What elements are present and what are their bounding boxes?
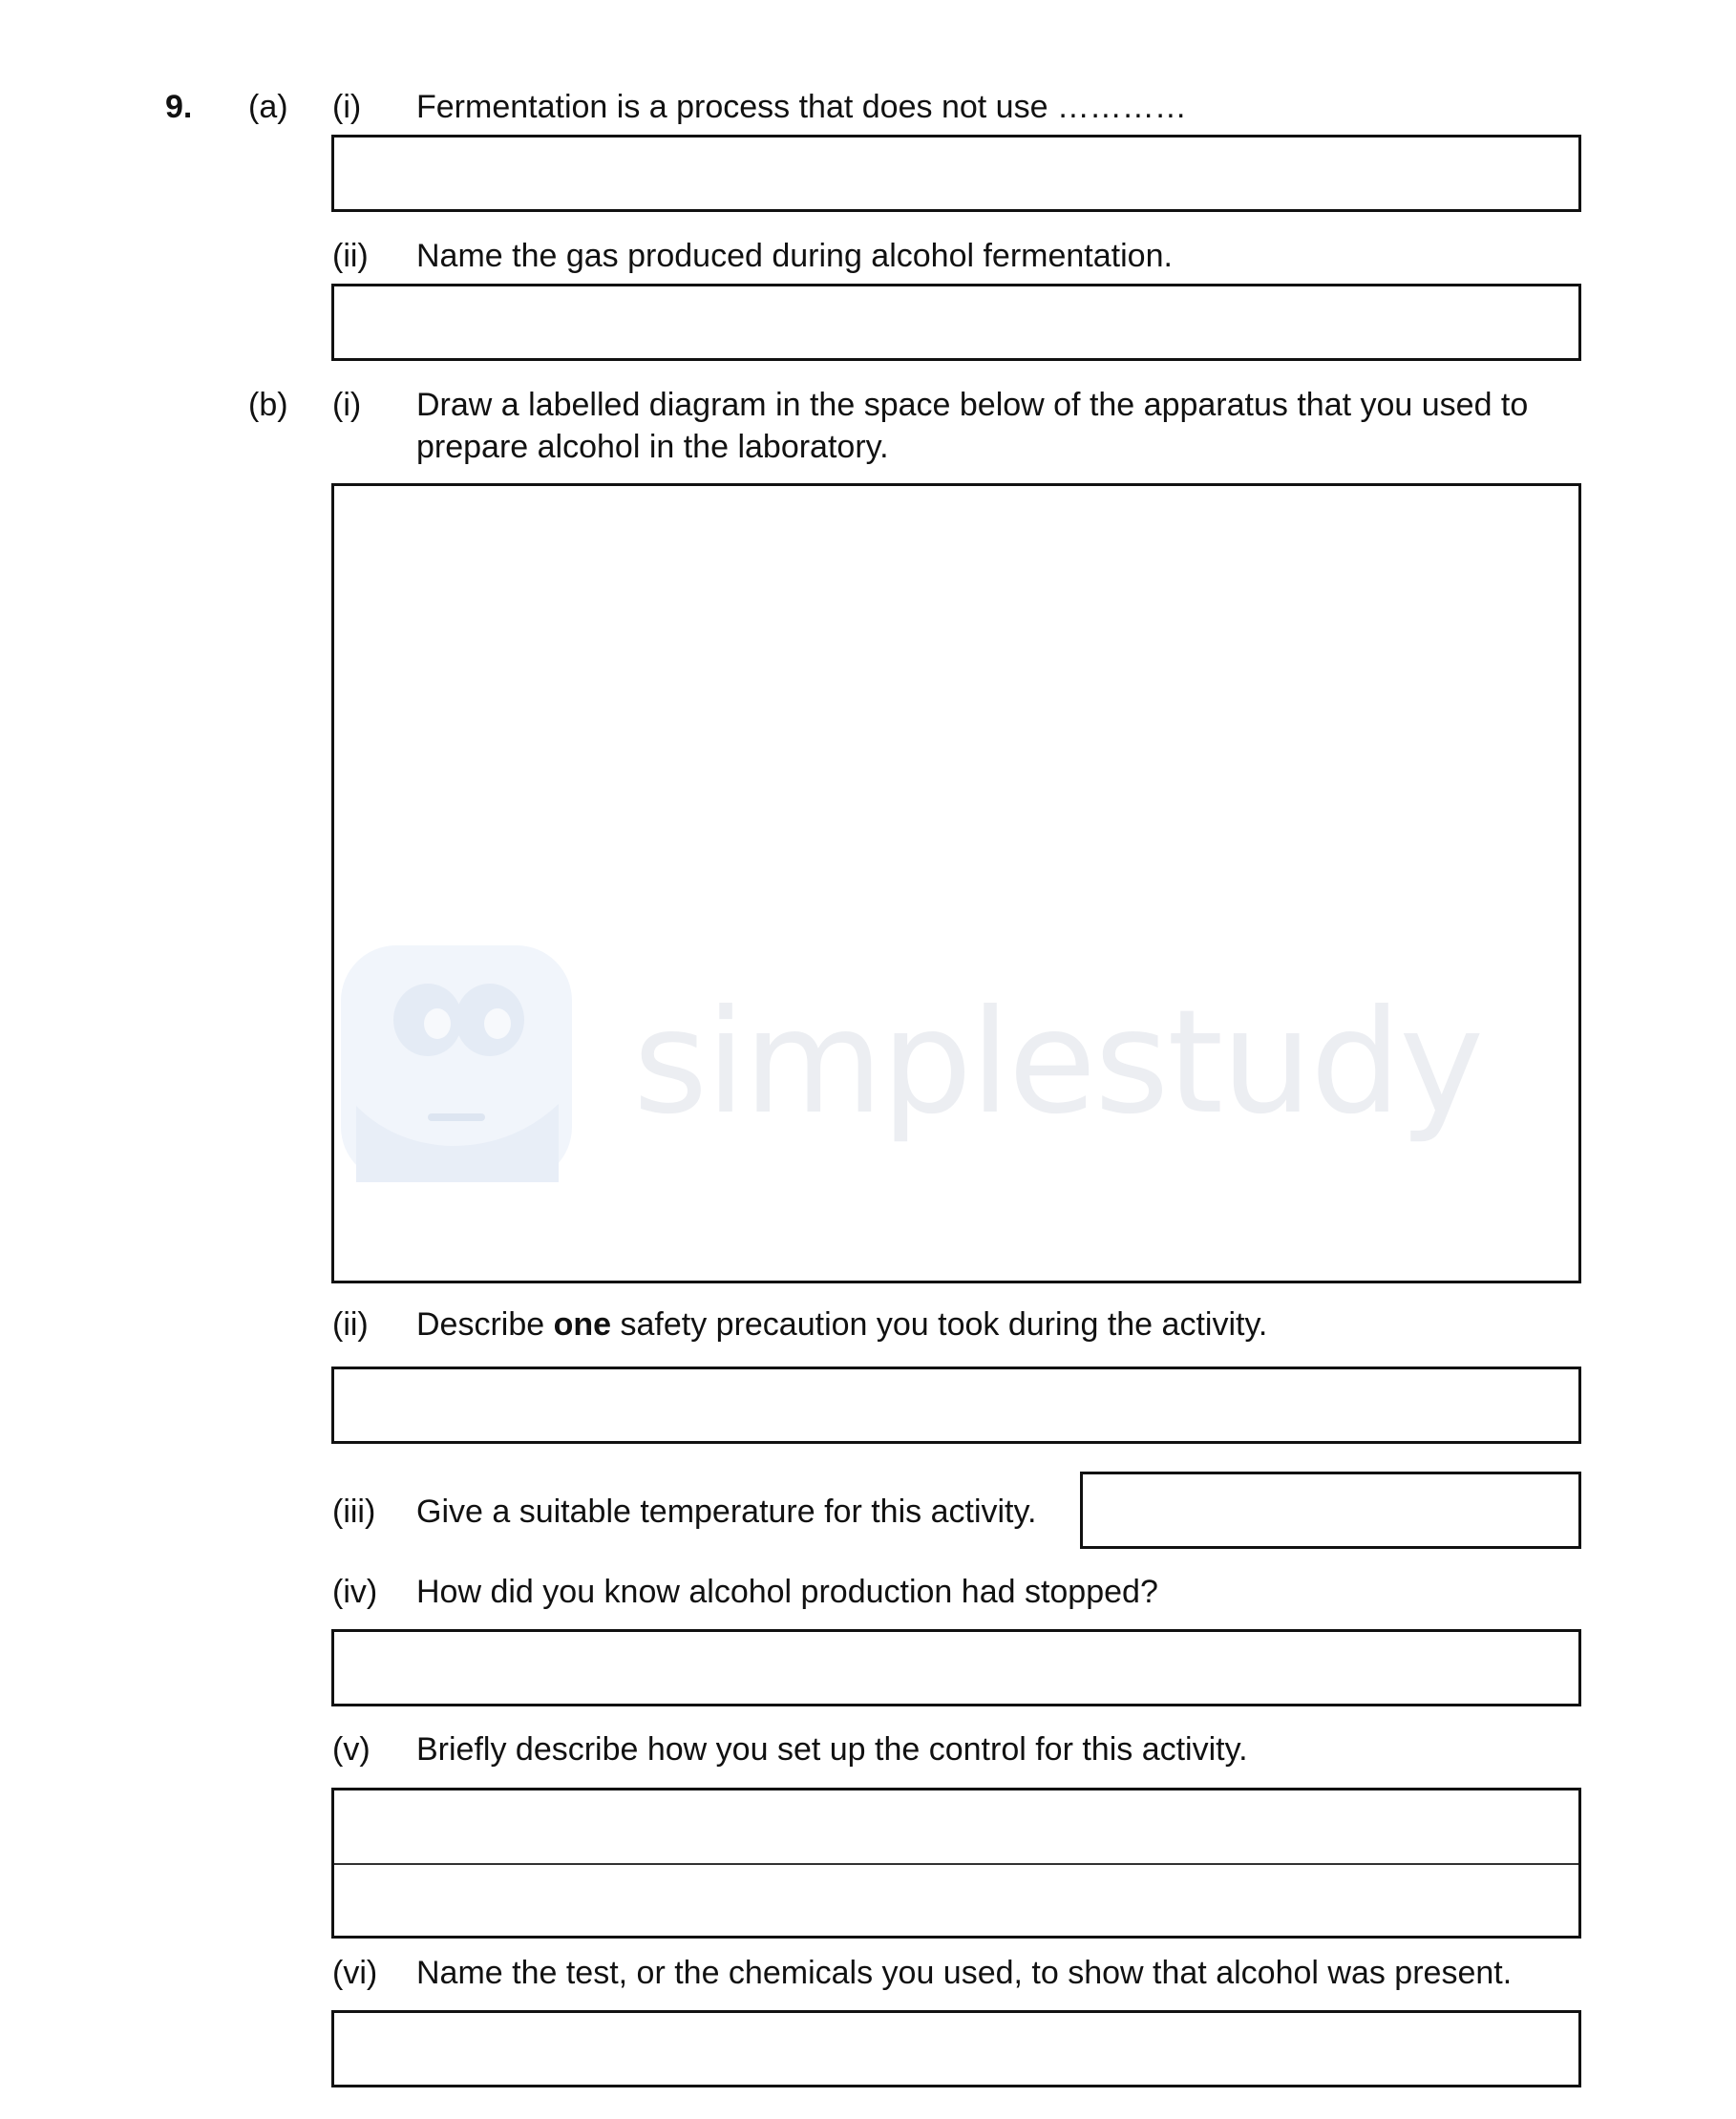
answer-box-b-iii[interactable]	[1080, 1472, 1581, 1549]
question-number: 9.	[165, 89, 193, 125]
answer-line-divider	[334, 1863, 1578, 1865]
part-b-i-question-line1: Draw a labelled diagram in the space below of the apparatus that you used to	[416, 387, 1529, 423]
part-b-v-label: (v)	[332, 1731, 370, 1768]
answer-box-b-iv[interactable]	[331, 1629, 1581, 1706]
part-a-ii-label: (ii)	[332, 238, 369, 274]
part-b-label: (b)	[248, 387, 288, 423]
part-a-i-label: (i)	[332, 89, 362, 125]
part-b-i-label: (i)	[332, 387, 362, 423]
answer-box-b-vi[interactable]	[331, 2010, 1581, 2087]
part-b-iii-question: Give a suitable temperature for this activity.	[416, 1494, 1037, 1530]
part-a-ii-question: Name the gas produced during alcohol fermentation.	[416, 238, 1173, 274]
diagram-drawing-area[interactable]	[331, 483, 1581, 1283]
part-b-iii-label: (iii)	[332, 1494, 376, 1530]
watermark-text: simplestudy	[633, 980, 1483, 1146]
part-b-ii-text-before: Describe	[416, 1306, 554, 1343]
part-b-i-question-line2: prepare alcohol in the laboratory.	[416, 429, 889, 465]
part-b-ii-label: (ii)	[332, 1306, 369, 1343]
part-b-vi-label: (vi)	[332, 1955, 378, 1991]
part-a-label: (a)	[248, 89, 288, 125]
part-a-i-question: Fermentation is a process that does not use …………	[416, 89, 1187, 125]
answer-box-a-i[interactable]	[331, 135, 1581, 212]
part-b-iv-label: (iv)	[332, 1574, 378, 1610]
part-b-v-question: Briefly describe how you set up the control for this activity.	[416, 1731, 1248, 1768]
answer-box-b-ii[interactable]	[331, 1367, 1581, 1444]
part-b-ii-question	[416, 1303, 1267, 1346]
part-b-ii-text-after: safety precaution you took during the activity.	[611, 1306, 1268, 1343]
part-b-vi-question: Name the test, or the chemicals you used, to show that alcohol was present.	[416, 1955, 1513, 1991]
part-b-ii-emphasis: one	[553, 1306, 612, 1343]
answer-box-b-v[interactable]	[331, 1788, 1581, 1939]
answer-box-a-ii[interactable]	[331, 284, 1581, 361]
part-b-iv-question: How did you know alcohol production had stopped?	[416, 1574, 1158, 1610]
